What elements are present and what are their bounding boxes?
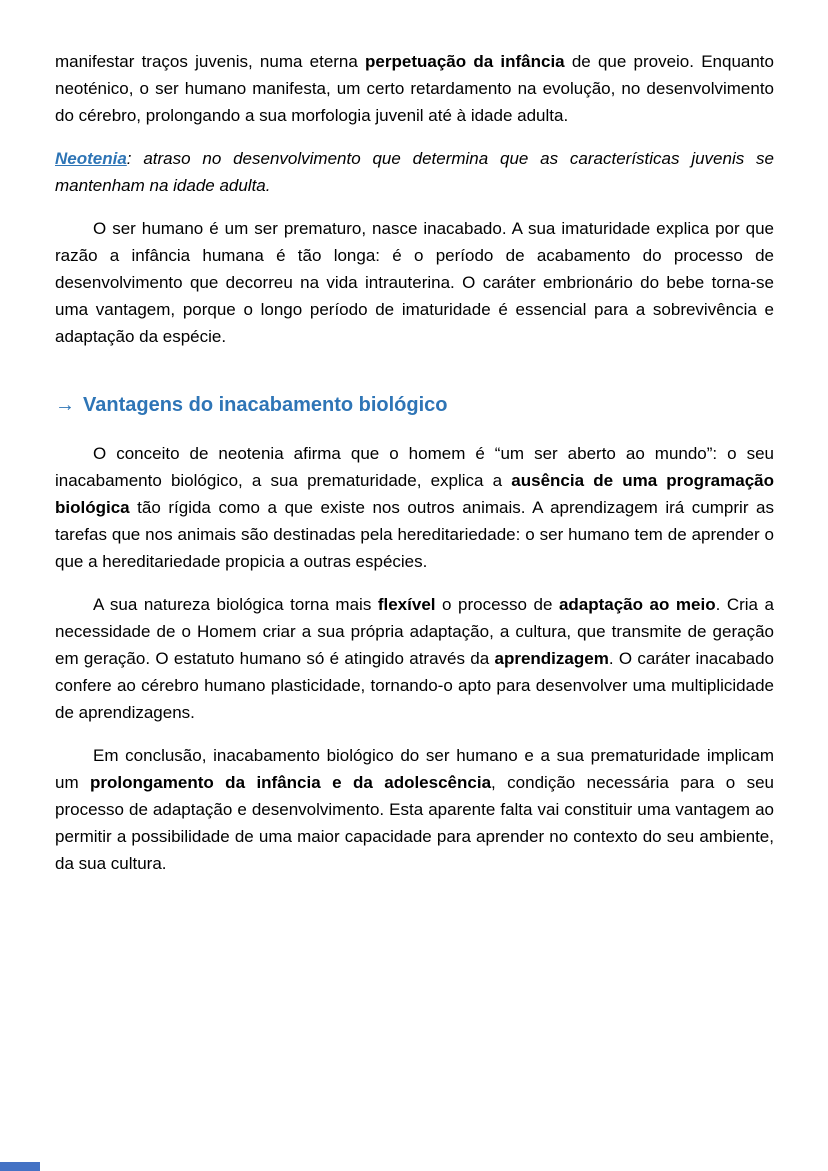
text-run: , condição necessária para o seu processo de adaptação e desenvolvimento. Esta aparente falta vai constituir uma vantagem ao permitir a possibilidade de uma maior capacidade para aprender no contexto do seu ambiente, da sua cultura. (55, 773, 775, 873)
text-run: o processo de (435, 595, 559, 614)
bottom-left-blue-shape (0, 1162, 40, 1171)
paragraph-conceito (55, 440, 774, 575)
text-run-bold: prolongamento da infância e da adolescência (90, 773, 492, 792)
section-heading-text: Vantagens do inacabamento biológico (83, 394, 448, 416)
text-run: . O caráter inacabado confere ao cérebro humano plasticidade, tornando-o apto para desenvolver uma multiplicidade de aprendizagens. (55, 649, 775, 722)
text-run-bold: adaptação ao meio (558, 595, 716, 614)
paragraph-conclusao (55, 742, 774, 877)
text-run: Em conclusão, inacabamento biológico do ser humano e a sua prematuridade implicam um (55, 746, 774, 792)
text-run: : atraso no desenvolvimento que determina que as características juvenis se mantenham na idade adulta. (55, 149, 774, 195)
text-run-bold: perpetuação da infância (365, 52, 565, 71)
definition-paragraph (55, 145, 774, 199)
paragraph-prematuro: O ser humano é um ser prematuro, nasce inacabado. A sua imaturidade explica por que razão a infância humana é tão longa: é o período de acabamento do processo de desenvolvimento que decorreu na vida intrauterina. O caráter embrionário do bebe torna-se uma vantagem, porque o longo período de imaturidade é essencial para a sobrevivência e adaptação da espécie. (55, 219, 774, 346)
section-heading (55, 392, 774, 418)
text-run-bold: ausência de uma programação biológica (55, 471, 775, 517)
definition-term: Neotenia (55, 149, 127, 168)
text-run-bold: flexível (377, 595, 436, 614)
text-run: manifestar traços juvenis, numa eterna (55, 52, 366, 71)
paragraph-natureza (55, 591, 774, 726)
text-run: O conceito de neotenia afirma que o homem é “um ser aberto ao mundo”: o seu inacabamento biológico, a sua prematuridade, explica a (55, 444, 774, 490)
paragraph-intro (55, 48, 774, 129)
text-run: de que proveio. Enquanto neoténico, o ser humano manifesta, um certo retardamento na evolução, no desenvolvimento do cérebro, prolongando a sua morfologia juvenil até à idade adulta. (55, 52, 774, 125)
text-run: . Cria a necessidade de o Homem criar a sua própria adaptação, a cultura, que transmite de geração em geração. O estatuto humano só é atingido através da (55, 595, 774, 668)
arrow-icon: → (55, 394, 75, 416)
text-run: A sua natureza biológica torna mais (93, 595, 378, 614)
text-run: tão rígida como a que existe nos outros animais. A aprendizagem irá cumprir as tarefas que nos animais são destinadas pela hereditariedade: o ser humano tem de aprender o que a hereditariedade propicia a outras espécies. (55, 498, 774, 571)
text-run-bold: aprendizagem (494, 649, 609, 668)
